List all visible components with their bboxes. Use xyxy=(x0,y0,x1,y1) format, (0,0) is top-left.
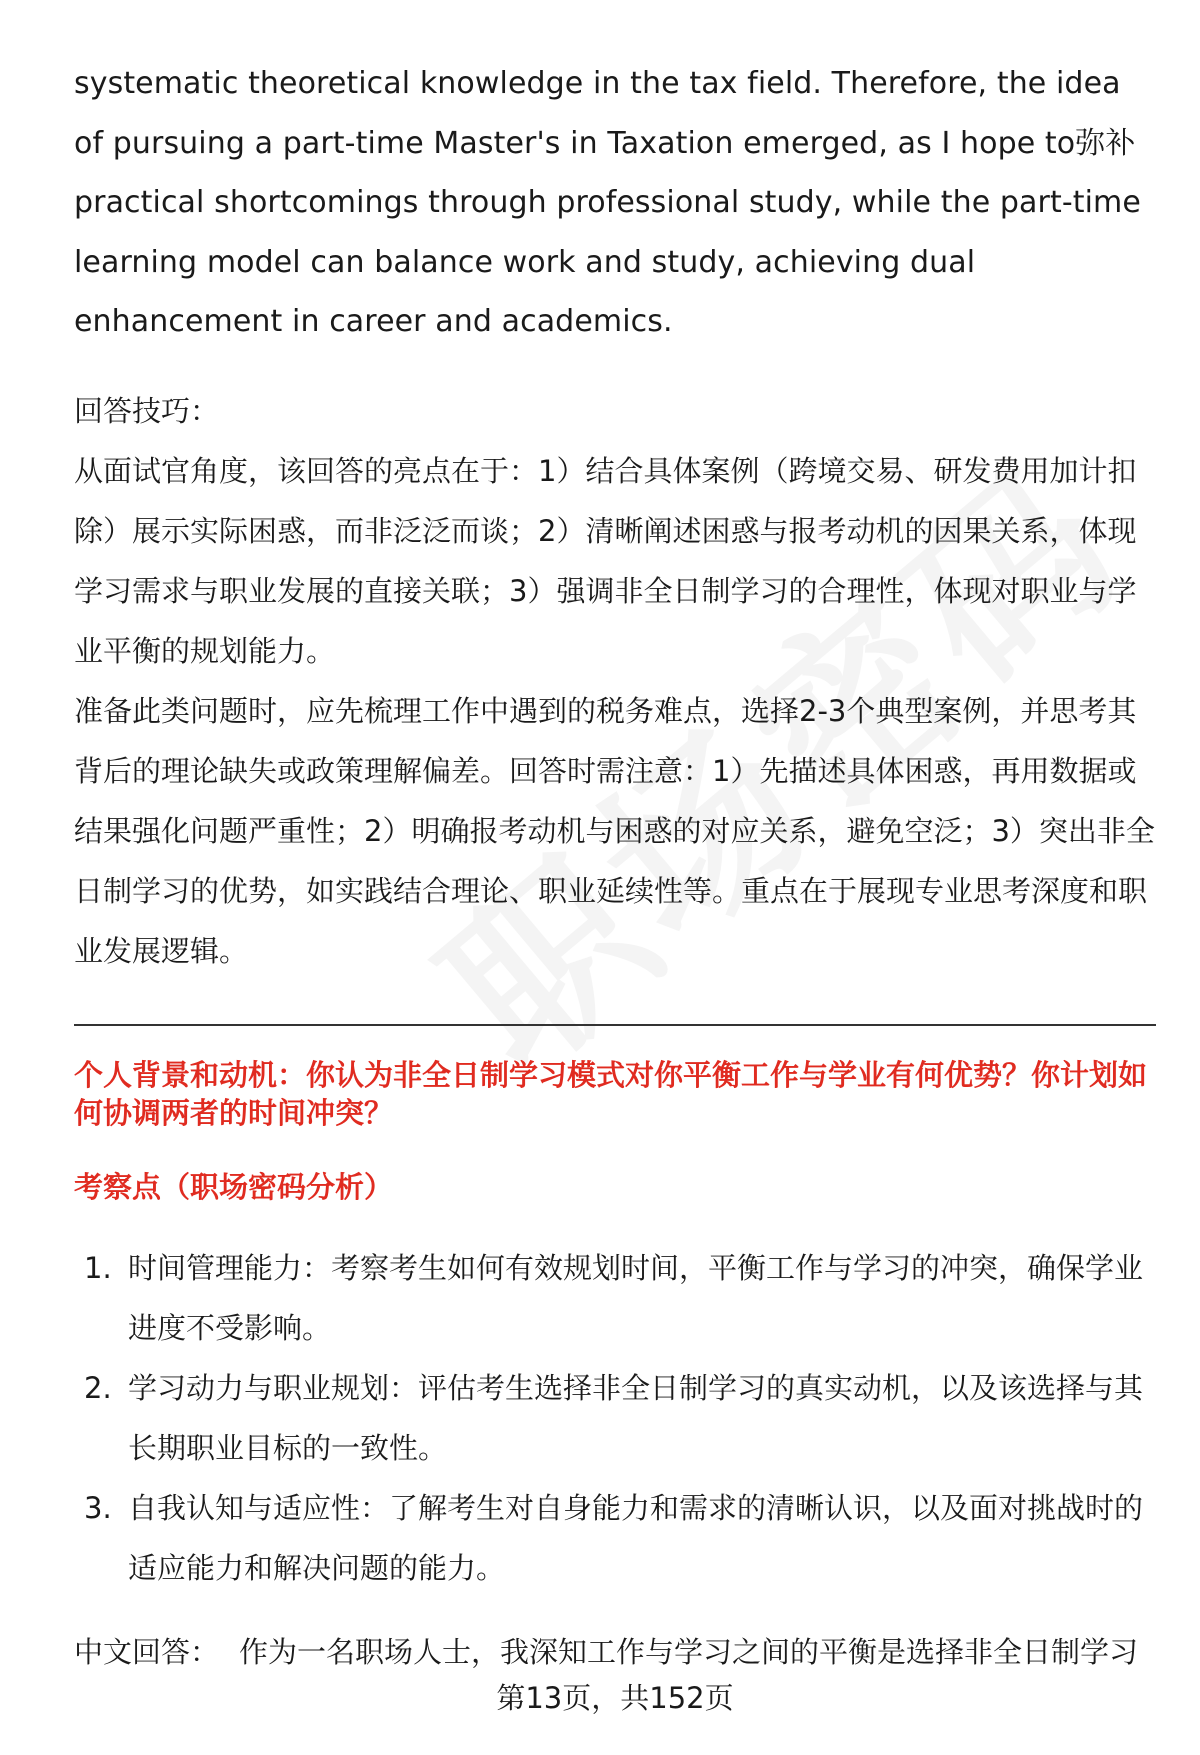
tips-paragraph-1: 从面试官角度，该回答的亮点在于：1）结合具体案例（跨境交易、研发费用加计扣除）展示实际困惑，而非泛泛而谈；2）清晰阐述困惑与报考动机的因果关系，体现学习需求与职业发展的直接关联；3）强调非全日制学习的合理性，体现对职业与学业平衡的规划能力。 xyxy=(74,454,1137,668)
question-heading: 个人背景和动机：你认为非全日制学习模式对你平衡工作与学业有何优势？你计划如何协调两者的时间冲突？ xyxy=(74,1058,1148,1130)
point-number: 2. xyxy=(84,1371,112,1405)
assessment-point xyxy=(74,1358,1156,1478)
answer-text: 作为一名职场人士，我深知工作与学习之间的平衡是选择非全日制学习 xyxy=(239,1635,1139,1669)
point-number: 3. xyxy=(84,1491,112,1525)
point-number: 1. xyxy=(84,1251,112,1285)
assessment-points-list xyxy=(74,1238,1156,1598)
answer-tips-section xyxy=(74,381,1156,981)
point-text: 学习动力与职业规划：评估考生选择非全日制学习的真实动机，以及该选择与其长期职业目标的一致性。 xyxy=(128,1371,1144,1465)
assessment-title: 考察点（职场密码分析） xyxy=(74,1170,394,1204)
page-footer: 第13页，共152页 xyxy=(496,1681,734,1715)
tips-paragraph-2: 准备此类问题时，应先梳理工作中遇到的税务难点，选择2-3个典型案例，并思考其背后的理论缺失或政策理解偏差。回答时需注意：1）先描述具体困惑，再用数据或结果强化问题严重性；2）明确报考动机与困惑的对应关系，避免空泛；3）突出非全日制学习的优势，如实践结合理论、职业延续性等。重点在于展现专业思考深度和职业发展逻辑。 xyxy=(74,694,1155,968)
document-page xyxy=(74,0,1156,1755)
point-text: 自我认知与适应性：了解考生对自身能力和需求的清晰认识，以及面对挑战时的适应能力和解决问题的能力。 xyxy=(128,1491,1144,1585)
point-text: 时间管理能力：考察考生如何有效规划时间，平衡工作与学习的冲突，确保学业进度不受影响。 xyxy=(128,1251,1144,1345)
intro-paragraph: systematic theoretical knowledge in the tax field. Therefore, the idea of pursuing a part-time Master's in Taxation emerged, as I hope to弥补 practical shortcomings through professional study, while the part-time learning model can balance work and study, achieving dual enhancement in career and academics. xyxy=(74,66,1141,339)
assessment-point xyxy=(74,1238,1156,1358)
section-divider xyxy=(74,1024,1156,1026)
chinese-answer xyxy=(74,1632,1156,1672)
assessment-point xyxy=(74,1478,1156,1598)
tips-heading: 回答技巧： xyxy=(74,394,220,428)
answer-label: 中文回答： xyxy=(74,1635,220,1669)
